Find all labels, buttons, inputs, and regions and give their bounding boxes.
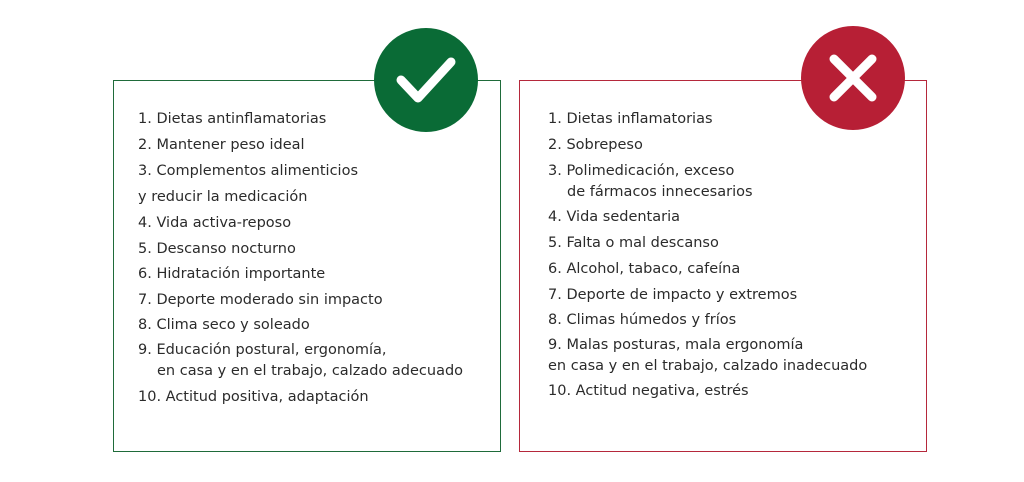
list-item: 8. Clima seco y soleado xyxy=(138,317,310,333)
list-item: 2. Sobrepeso xyxy=(548,137,643,153)
list-item: 9. Educación postural, ergonomía, xyxy=(138,342,387,358)
list-item: 1. Dietas antinflamatorias xyxy=(138,111,327,127)
list-item: 3. Polimedicación, exceso xyxy=(548,163,735,179)
list-item: 1. Dietas inflamatorias xyxy=(548,111,713,127)
list-item-continuation: de fármacos innecesarios xyxy=(567,184,753,200)
cross-icon xyxy=(801,26,905,130)
list-item-continuation: en casa y en el trabajo, calzado inadecuado xyxy=(548,358,868,374)
checkmark-badge xyxy=(374,28,478,132)
list-item: 6. Alcohol, tabaco, cafeína xyxy=(548,261,741,277)
list-item: 4. Vida sedentaria xyxy=(548,209,681,225)
list-item: 8. Climas húmedos y fríos xyxy=(548,312,737,328)
list-item: 9. Malas posturas, mala ergonomía xyxy=(548,337,804,353)
list-item: 7. Deporte moderado sin impacto xyxy=(138,292,383,308)
list-item: 3. Complementos alimenticios xyxy=(138,163,358,179)
list-item: 10. Actitud negativa, estrés xyxy=(548,383,749,399)
list-item: 5. Descanso nocturno xyxy=(138,241,296,257)
list-item: 10. Actitud positiva, adaptación xyxy=(138,389,369,405)
list-item: 6. Hidratación importante xyxy=(138,266,326,282)
list-item: y reducir la medicación xyxy=(138,189,308,205)
list-item: 2. Mantener peso ideal xyxy=(138,137,305,153)
cross-badge xyxy=(801,26,905,130)
checkmark-icon xyxy=(374,28,478,132)
list-item-continuation: en casa y en el trabajo, calzado adecuado xyxy=(157,363,464,379)
list-item: 4. Vida activa-reposo xyxy=(138,215,292,231)
list-item: 5. Falta o mal descanso xyxy=(548,235,719,251)
list-item: 7. Deporte de impacto y extremos xyxy=(548,287,798,303)
